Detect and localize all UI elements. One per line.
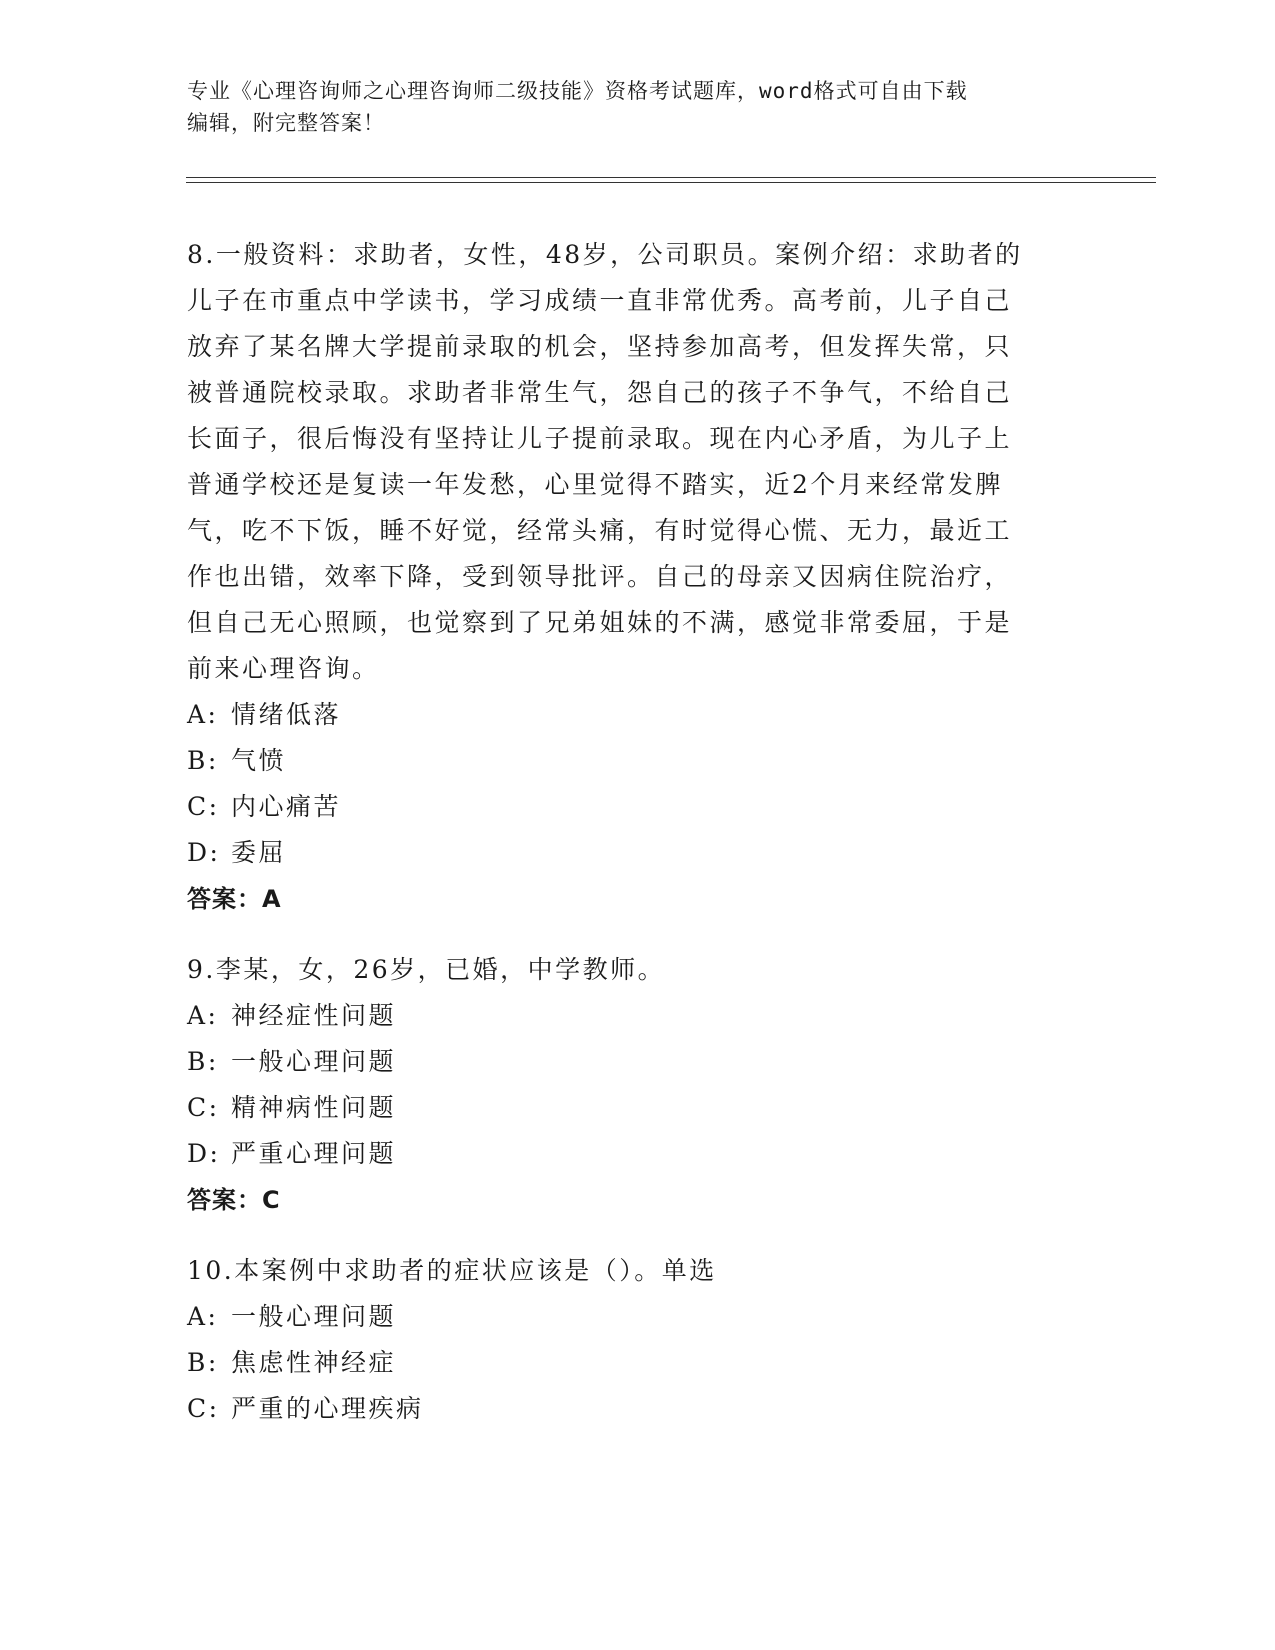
header-divider-top [186,177,1156,178]
option-d [187,830,1067,876]
option-key: D: [187,838,221,867]
option-key: A: [187,1302,219,1331]
option-key: C: [187,1394,220,1423]
stem-line: 10.本案例中求助者的症状应该是（）。单选 [187,1256,717,1285]
option-a [187,993,1067,1039]
question-stem [187,947,1067,993]
option-text: 气愤 [231,746,287,775]
option-c [187,784,1067,830]
option-text: 焦虑性神经症 [231,1348,397,1377]
option-key: B: [187,746,219,775]
header-line: 编辑，附完整答案！ [187,111,385,135]
stem-line: 被普通院校录取。求助者非常生气，怨自己的孩子不争气，不给自己 [187,378,1013,407]
option-text: 情绪低落 [231,700,342,729]
stem-line: 气，吃不下饭，睡不好觉，经常头痛，有时觉得心慌、无力，最近工 [187,516,1013,545]
option-text: 内心痛苦 [231,792,342,821]
option-b [187,1340,1067,1386]
option-text: 严重心理问题 [231,1139,397,1168]
stem-line: 放弃了某名牌大学提前录取的机会，坚持参加高考，但发挥失常，只 [187,332,1013,361]
option-text: 神经症性问题 [231,1001,397,1030]
stem-line: 但自己无心照顾，也觉察到了兄弟姐妹的不满，感觉非常委屈，于是 [187,608,1013,637]
option-text: 精神病性问题 [231,1093,397,1122]
stem-line: 普通学校还是复读一年发愁，心里觉得不踏实，近2个月来经常发脾 [187,470,1003,499]
answer-line: 答案：A [187,885,282,913]
option-key: D: [187,1139,221,1168]
option-key: C: [187,1093,220,1122]
option-b [187,1039,1067,1085]
option-text: 一般心理问题 [231,1047,397,1076]
question-stem [187,1248,1067,1294]
stem-line: 作也出错，效率下降，受到领导批评。自己的母亲又因病住院治疗， [187,562,1013,591]
option-text: 严重的心理疾病 [231,1394,424,1423]
question-10 [187,1248,1067,1432]
option-c [187,1085,1067,1131]
option-key: A: [187,1001,219,1030]
stem-line: 8.一般资料：求助者，女性，48岁，公司职员。案例介绍：求助者的 [187,240,1023,269]
option-d [187,1131,1067,1177]
header-divider-bottom [186,182,1156,183]
document-header [187,75,1067,139]
stem-line: 前来心理咨询。 [187,654,380,683]
answer-line: 答案：C [187,1186,281,1214]
stem-line: 9.李某，女，26岁，已婚，中学教师。 [187,955,666,984]
option-text: 委屈 [231,838,287,867]
option-text: 一般心理问题 [231,1302,397,1331]
option-b [187,738,1067,784]
stem-line: 长面子，很后悔没有坚持让儿子提前录取。现在内心矛盾，为儿子上 [187,424,1013,453]
option-a [187,692,1067,738]
stem-line: 儿子在市重点中学读书，学习成绩一直非常优秀。高考前，儿子自己 [187,286,1013,315]
option-key: B: [187,1348,219,1377]
question-list [187,232,1067,1457]
option-key: C: [187,792,220,821]
option-a [187,1294,1067,1340]
question-stem [187,232,1067,692]
question-8 [187,232,1067,922]
option-c [187,1386,1067,1432]
option-key: B: [187,1047,219,1076]
option-key: A: [187,700,219,729]
question-9 [187,947,1067,1223]
header-line: 专业《心理咨询师之心理咨询师二级技能》资格考试题库，word格式可自由下载 [187,79,968,103]
